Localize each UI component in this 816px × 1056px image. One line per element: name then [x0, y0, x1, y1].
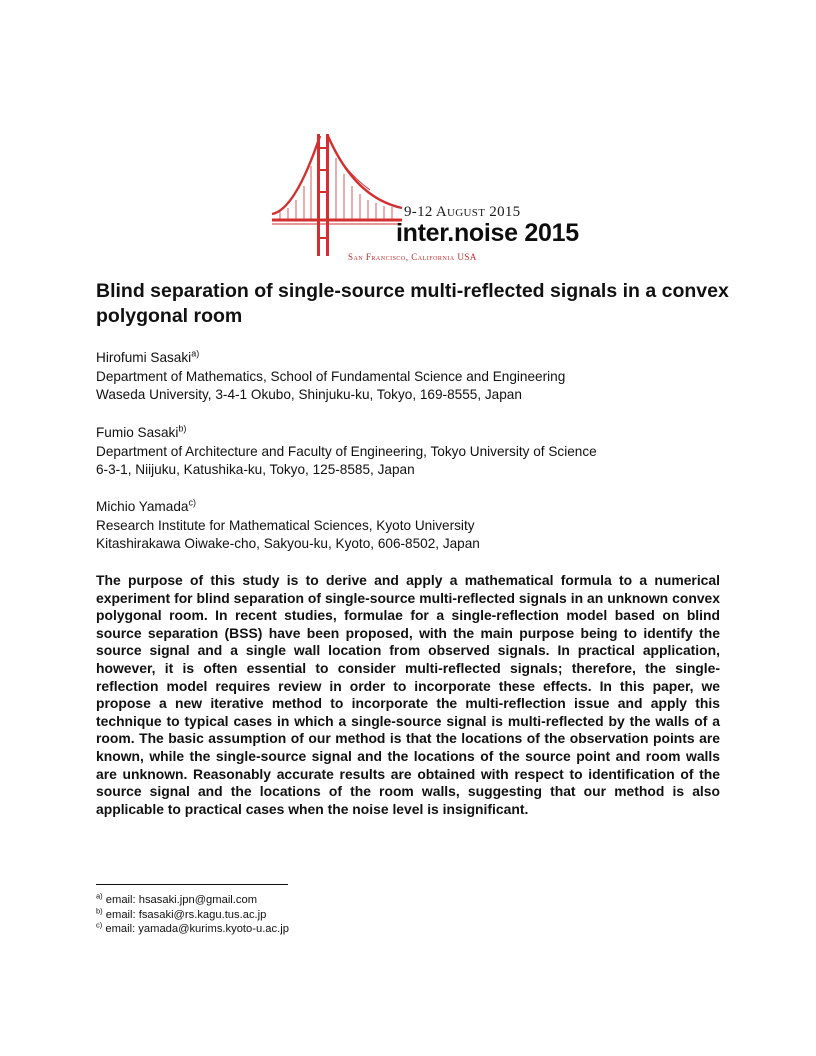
- footnote-divider: [96, 884, 288, 885]
- footnote-mark: c): [96, 920, 103, 930]
- author-affiliation: Research Institute for Mathematical Sciences, Kyoto University: [96, 517, 475, 533]
- author-address: Kitashirakawa Oiwake-cho, Sakyou-ku, Kyoto, 606-8502, Japan: [96, 536, 480, 551]
- conference-date: 9-12 August 2015: [404, 204, 521, 220]
- footnote-email: email: hsasaki.jpn@gmail.com: [105, 894, 258, 906]
- conference-location: San Francisco, California USA: [348, 252, 477, 262]
- footnote-email: email: fsasaki@rs.kagu.tus.ac.jp: [105, 908, 267, 921]
- author-name: Michio Yamada$^{c)}$: [96, 497, 196, 514]
- footnote-mark: a): [96, 891, 103, 901]
- footnote-email: email: yamada@kurims.kyoto-u.ac.jp: [105, 923, 289, 935]
- footnote: [96, 893, 289, 908]
- author-block: [96, 424, 736, 480]
- affiliation-mark: c): [188, 497, 196, 508]
- footnotes: [96, 893, 289, 937]
- author-address: Waseda University, 3-4-1 Okubo, Shinjuku-ku, Tokyo, 169-8555, Japan: [96, 387, 522, 402]
- abstract: The purpose of this study is to derive and apply a mathematical formula to a numerical experiment for blind separation of single-source multi-reflected signals in an unknown convex polygonal room. In recent studies, formulae for a single-reflection model based on blind source separation (BSS) have been proposed, with the main purpose being to identify the source signal and a single wall location from observed signals. In practical application, however, it is often essential to consider multi-reflected signals; therefore, the single-reflection model requires review in order to incorporate these effects. In this paper, we propose a new iterative method to incorporate the multi-reflection issue and apply this technique to typical cases in which a single-source signal is multi-reflected by the walls of a room. The basic assumption of our method is that the locations of the observation points are known, while the single-source signal and the locations of the source point and room walls are unknown. Reasonably accurate results are obtained with respect to identification of the source signal and the locations of the room walls, suggesting that our method is also applicable to practical cases when the noise level is insignificant.: [96, 572, 720, 817]
- author-name: Fumio Sasaki$^{b)}$: [96, 423, 187, 440]
- author-affiliation: Department of Mathematics, School of Fundamental Science and Engineering: [96, 368, 566, 384]
- affiliation-mark: a): [191, 348, 200, 359]
- conference-name: inter.noise 2015: [396, 219, 579, 247]
- author-block: [96, 498, 736, 554]
- footnote-mark: b): [96, 905, 103, 915]
- author-block: [96, 349, 736, 405]
- footnote: [96, 905, 289, 923]
- paper-title: Blind separation of single-source multi-reflected signals in a convex polygonal room: [96, 280, 729, 327]
- author-name: Hirofumi Sasaki$^{a)}$: [96, 348, 200, 365]
- conference-logo: [270, 128, 579, 266]
- footnote: [96, 922, 289, 937]
- affiliation-mark: b): [178, 423, 187, 434]
- author-address: 6-3-1, Niijuku, Katushika-ku, Tokyo, 125-8585, Japan: [96, 462, 415, 477]
- author-affiliation: Department of Architecture and Faculty of Engineering, Tokyo University of Science: [96, 443, 597, 459]
